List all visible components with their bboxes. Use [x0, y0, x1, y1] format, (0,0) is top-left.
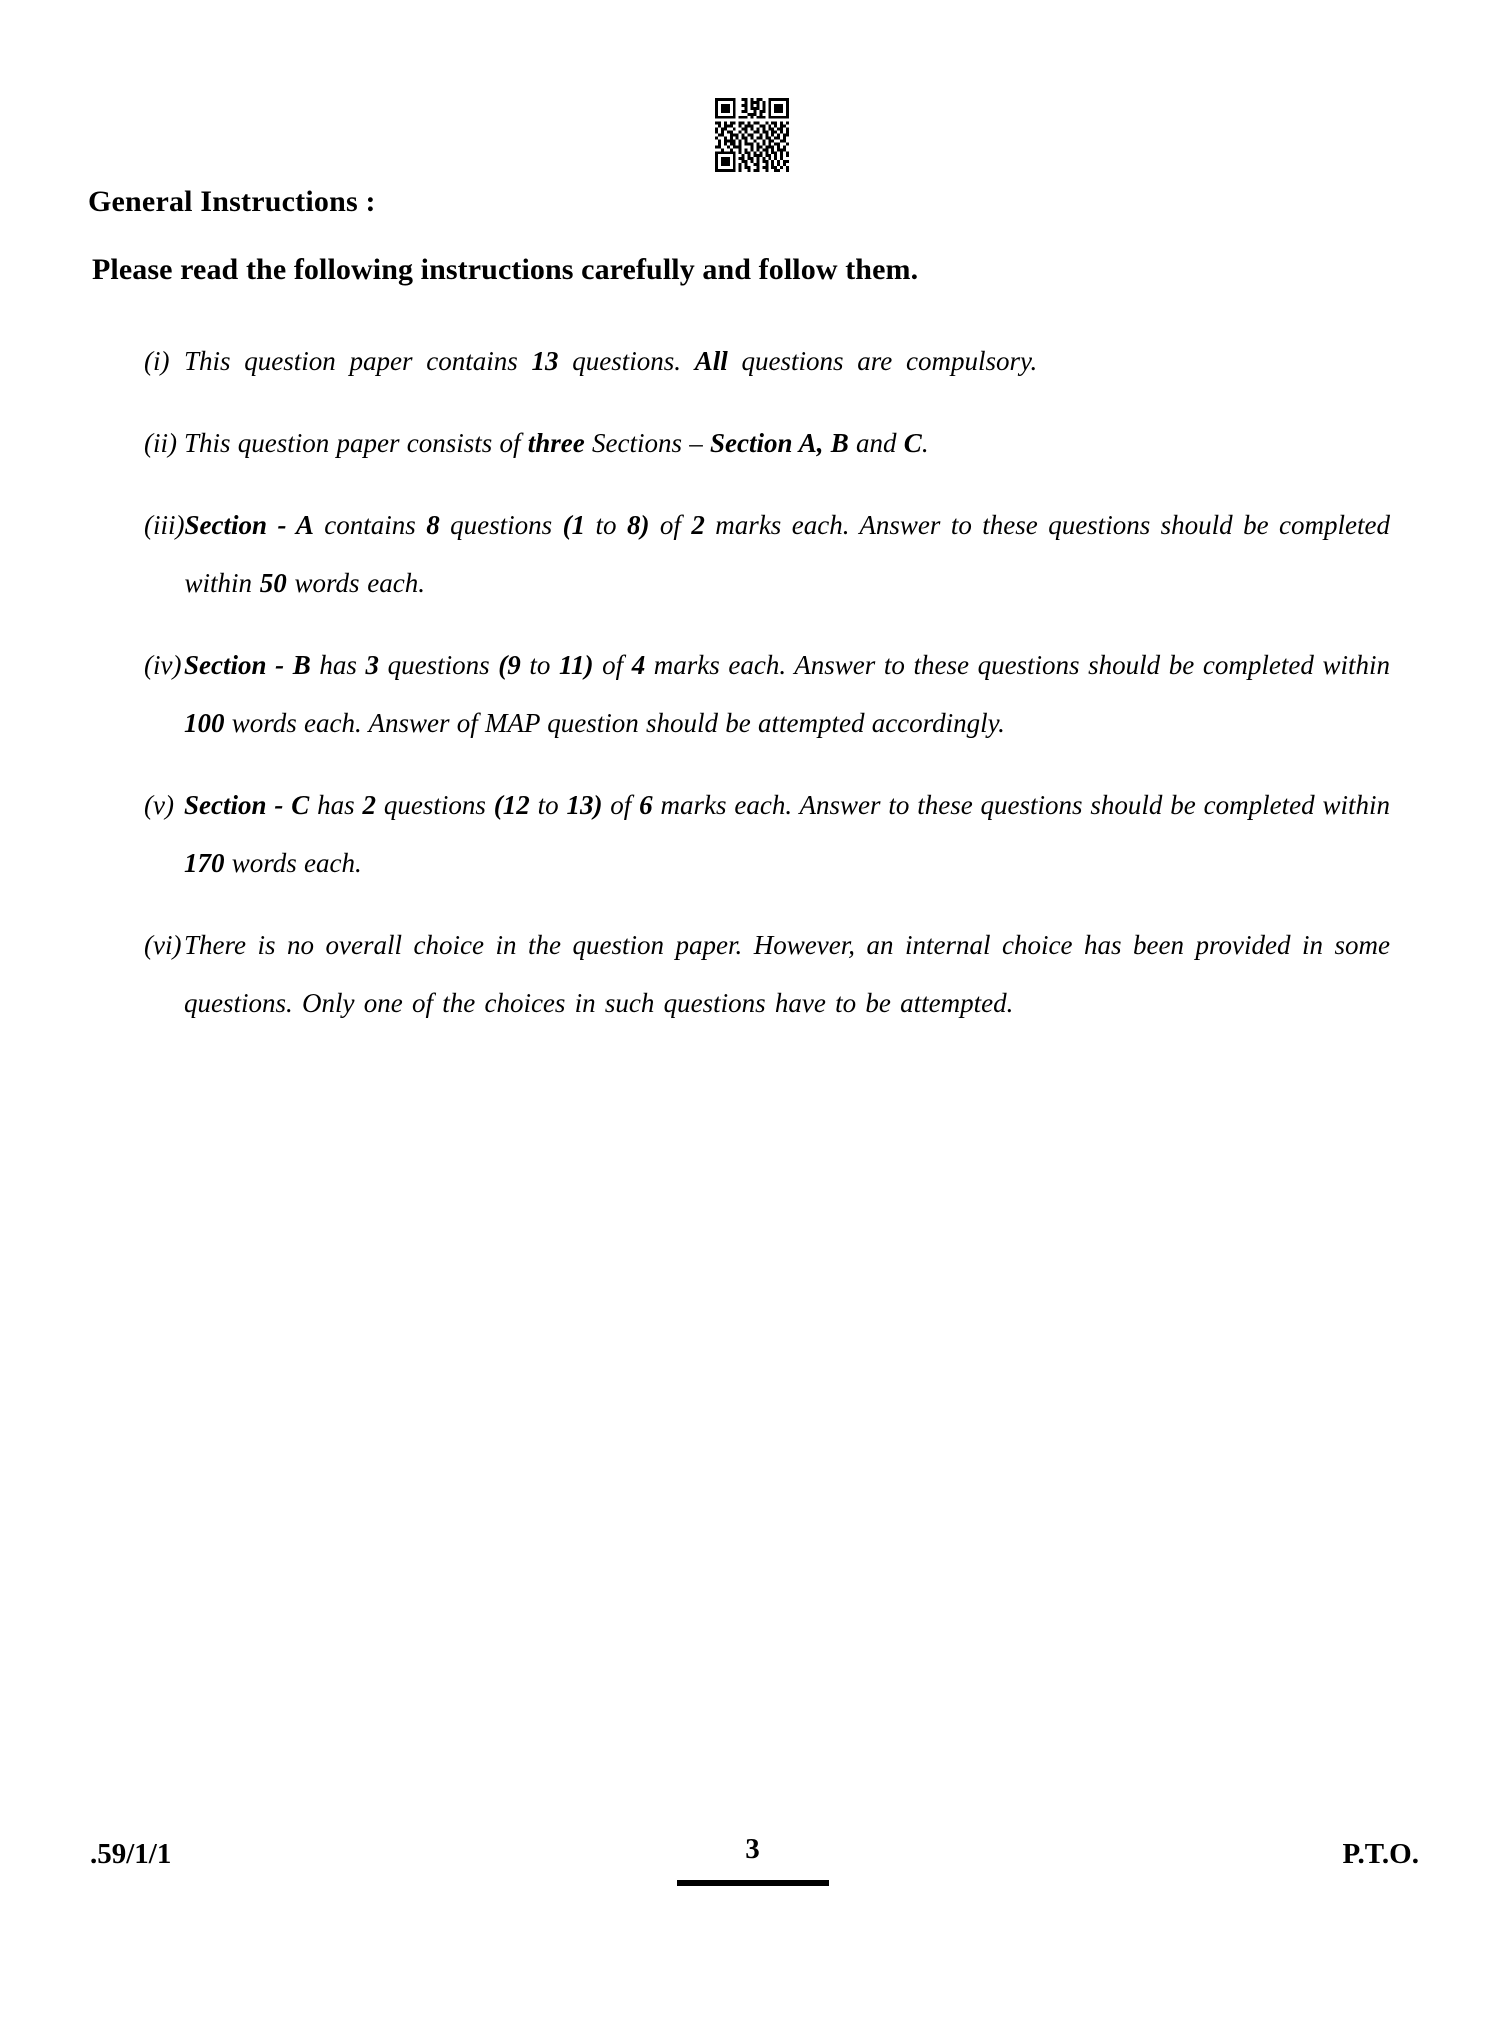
- emphasis-text: 11): [558, 650, 594, 680]
- body-text: Sections –: [584, 428, 711, 458]
- body-text: This question paper consists of: [184, 428, 528, 458]
- instruction-item: [88, 332, 1418, 390]
- instruction-text: [184, 916, 1418, 1032]
- instruction-marker: (vi): [144, 930, 182, 960]
- emphasis-text: C: [903, 428, 922, 458]
- instruction-marker: (v): [144, 790, 174, 820]
- emphasis-text: 6: [639, 790, 653, 820]
- emphasis-text: (9: [498, 650, 521, 680]
- instruction-text: [184, 776, 1418, 892]
- body-text: marks each. Answer to these questions should be completed within: [184, 510, 1390, 598]
- body-text: questions: [375, 790, 494, 820]
- emphasis-text: Section - A: [184, 510, 314, 540]
- body-text: has: [309, 790, 363, 820]
- emphasis-text: All: [694, 346, 728, 376]
- body-text: of: [593, 650, 632, 680]
- instruction-text: [184, 332, 1418, 390]
- emphasis-text: 13: [531, 346, 559, 376]
- body-text: of: [602, 790, 640, 820]
- footer-page-number-group: [0, 1832, 1505, 1886]
- emphasis-text: 3: [365, 650, 379, 680]
- emphasis-text: Section - C: [184, 790, 310, 820]
- emphasis-text: 8): [627, 510, 650, 540]
- instruction-marker: (iv): [144, 650, 182, 680]
- body-text: questions: [378, 650, 499, 680]
- body-text: questions are compulsory.: [727, 346, 1038, 376]
- body-text: marks each. Answer to these questions should be completed within: [652, 790, 1390, 820]
- body-text: questions.: [558, 346, 695, 376]
- instruction-marker: (iii): [144, 510, 185, 540]
- emphasis-text: 8: [426, 510, 440, 540]
- body-text: to: [585, 510, 627, 540]
- page-title-general-instructions: General Instructions :: [88, 185, 376, 218]
- instruction-text: [184, 636, 1418, 752]
- instruction-item: [88, 776, 1418, 892]
- emphasis-text: (1: [562, 510, 586, 540]
- qr-code-graphic: [714, 98, 790, 172]
- instruction-item: [88, 916, 1418, 1032]
- instruction-item: [88, 414, 1418, 472]
- emphasis-text: 2: [691, 510, 705, 540]
- emphasis-text: 2: [362, 790, 376, 820]
- body-text: There is no overall choice in the question paper. However, an internal choice has been provided in some questions. Only one of the choices in such questions have to be attempted.: [184, 930, 1390, 1018]
- instruction-item: [88, 636, 1418, 752]
- body-text: questions: [439, 510, 563, 540]
- body-text: This question paper contains: [184, 346, 532, 376]
- body-text: words each.: [224, 848, 362, 878]
- instruction-text: [184, 414, 1418, 472]
- body-text: and: [848, 428, 904, 458]
- instruction-marker: (ii): [144, 428, 177, 458]
- emphasis-text: 4: [631, 650, 646, 680]
- instructions-subtitle: Please read the following instructions carefully and follow them.: [92, 253, 919, 286]
- body-text: to: [520, 650, 559, 680]
- body-text: of: [649, 510, 692, 540]
- emphasis-text: 50: [259, 568, 287, 598]
- body-text: words each.: [286, 568, 426, 598]
- emphasis-text: 100: [184, 708, 225, 738]
- body-text: marks each. Answer to these questions should be completed within: [645, 650, 1390, 680]
- body-text: words each. Answer of MAP question should be attempted accordingly.: [224, 708, 1005, 738]
- instruction-text: [185, 496, 1419, 612]
- emphasis-text: Section A, B: [710, 428, 849, 458]
- emphasis-text: Section - B: [184, 650, 311, 680]
- instruction-marker: (i): [144, 346, 170, 376]
- body-text: to: [529, 790, 567, 820]
- body-text: has: [310, 650, 366, 680]
- emphasis-text: (12: [493, 790, 530, 820]
- instruction-item: [88, 496, 1418, 612]
- body-text: .: [921, 428, 929, 458]
- emphasis-text: three: [527, 428, 585, 458]
- footer-paper-code: .59/1/1: [90, 1838, 172, 1870]
- footer-divider: [677, 1880, 829, 1886]
- emphasis-text: 13): [566, 790, 603, 820]
- qr-code: [714, 98, 790, 172]
- body-text: contains: [313, 510, 427, 540]
- emphasis-text: 170: [184, 848, 225, 878]
- instructions-list: [88, 332, 1418, 1056]
- footer-pto-note: P.T.O.: [1342, 1838, 1419, 1870]
- page-number: 3: [745, 1833, 760, 1865]
